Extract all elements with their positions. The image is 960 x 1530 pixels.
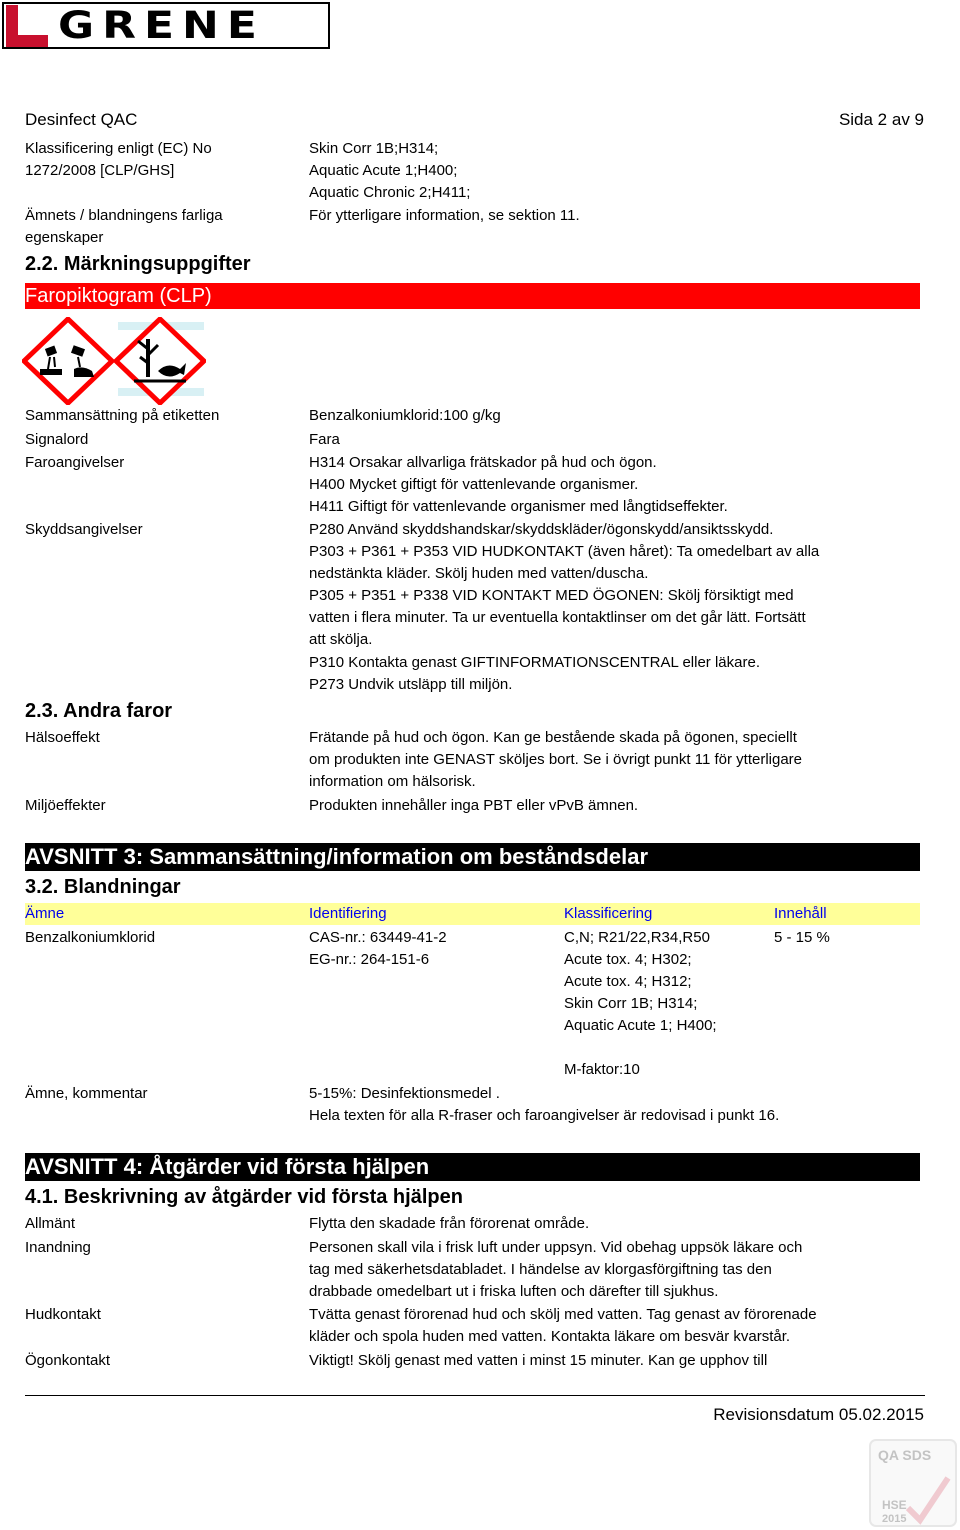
section-2-3-title: 2.3. Andra faror [25, 700, 173, 722]
skin-value: Tvätta genast förorenad hud och skölj med vatten. Tag genast av förorenade [309, 1306, 817, 1323]
section-4-bar: AVSNITT 4: Åtgärder vid första hjälpen [25, 1153, 920, 1181]
footer-divider [25, 1395, 925, 1396]
skin-label: Hudkontakt [25, 1306, 101, 1323]
col-header-classification: Klassificering [564, 905, 653, 922]
comment-value: Hela texten för alla R-fraser och faroangivelser är redovisad i punkt 16. [309, 1107, 780, 1124]
company-logo [2, 2, 330, 49]
corrosion-icon [22, 317, 114, 412]
composition-value: Benzalkoniumklorid:100 g/kg [309, 407, 501, 424]
classification-value-2: Aquatic Acute 1;H400; [309, 162, 458, 179]
col-header-content: Innehåll [774, 905, 827, 922]
env-value: Produkten innehåller inga PBT eller vPvB ämnen. [309, 797, 639, 814]
section-2-2-title: 2.2. Märkningsuppgifter [25, 253, 251, 275]
substance-content: 5 - 15 % [774, 929, 830, 946]
health-value: information om hälsorisk. [309, 773, 476, 790]
table-header [25, 903, 920, 925]
substance-class: C,N; R21/22,R34,R50 [564, 929, 710, 946]
m-factor: M-faktor:10 [564, 1061, 640, 1078]
col-header-substance: Ämne [25, 905, 65, 922]
eye-label: Ögonkontakt [25, 1352, 111, 1369]
substance-class: Acute tox. 4; H312; [564, 973, 692, 990]
signal-label: Signalord [25, 431, 89, 448]
precaution-statement: P273 Undvik utsläpp till miljön. [309, 676, 513, 693]
comment-label: Ämne, kommentar [25, 1085, 148, 1102]
general-value: Flytta den skadade från förorenat område. [309, 1215, 590, 1232]
logo-text: GRENE [58, 3, 265, 47]
hazards-value: För ytterligare information, se sektion 11. [309, 207, 580, 224]
hazards-label-1: Ämnets / blandningens farliga [25, 207, 223, 224]
substance-id: EG-nr.: 264-151-6 [309, 951, 430, 968]
pictogram-bar: Faropiktogram (CLP) [25, 283, 920, 309]
page-number: Sida 2 av 9 [838, 110, 924, 129]
classification-value-3: Aquatic Chronic 2;H411; [309, 184, 471, 201]
health-label: Hälsoeffekt [25, 729, 100, 746]
badge-year: 2015 [882, 1513, 907, 1525]
hazards-label-2: egenskaper [25, 229, 104, 246]
classification-label-2: 1272/2008 [CLP/GHS] [25, 162, 175, 179]
eye-value: Viktigt! Skölj genast med vatten i minst 15 minuter. Kan ge upphov till [309, 1352, 768, 1369]
environment-icon [114, 317, 206, 412]
precaution-statement: P310 Kontakta genast GIFTINFORMATIONSCENTRAL eller läkare. [309, 654, 760, 671]
inhalation-value: tag med säkerhetsdatabladet. I händelse av klorgasförgiftning tas den [309, 1261, 772, 1278]
precaution-label: Skyddsangivelser [25, 521, 143, 538]
classification-label-1: Klassificering enligt (EC) No [25, 140, 212, 157]
section-3-2-title: 3.2. Blandningar [25, 876, 181, 898]
skin-value: kläder och spola huden med vatten. Kontakta läkare om besvär kvarstår. [309, 1328, 791, 1345]
hazard-statements-label: Faroangivelser [25, 454, 125, 471]
hazard-statement: H400 Mycket giftigt för vattenlevande organismer. [309, 476, 639, 493]
section-3-bar: AVSNITT 3: Sammansättning/information om beståndsdelar [25, 843, 920, 871]
composition-label: Sammansättning på etiketten [25, 407, 220, 424]
health-value: Frätande på hud och ögon. Kan ge bestående skada på ögonen, speciellt [309, 729, 797, 746]
badge-title: QA SDS [878, 1447, 932, 1463]
qa-sds-badge [868, 1438, 958, 1528]
health-value: om produkten inte GENAST sköljes bort. Se i övrigt punkt 11 för ytterligare [309, 751, 803, 768]
precaution-statement: P303 + P361 + P353 VID HUDKONTAKT (även håret): Ta omedelbart av alla [309, 543, 820, 560]
precaution-statement: P305 + P351 + P338 VID KONTAKT MED ÖGONEN: Skölj försiktigt med [309, 587, 794, 604]
inhalation-value: drabbade omedelbart ut i friska luften och därefter till sjukhus. [309, 1283, 719, 1300]
hazard-statement: H314 Orsakar allvarliga frätskador på hud och ögon. [309, 454, 657, 471]
precaution-statement: vatten i flera minuter. Ta ur eventuella kontaktlinser om det går lätt. Fortsätt [309, 609, 806, 626]
substance-class: Acute tox. 4; H302; [564, 951, 692, 968]
precaution-statement: nedstänkta kläder. Skölj huden med vatten/duscha. [309, 565, 649, 582]
classification-value-1: Skin Corr 1B;H314; [309, 140, 439, 157]
inhalation-label: Inandning [25, 1239, 91, 1256]
substance-class: Aquatic Acute 1; H400; [564, 1017, 717, 1034]
substance-class: Skin Corr 1B; H314; [564, 995, 698, 1012]
general-label: Allmänt [25, 1215, 76, 1232]
badge-hse: HSE [882, 1498, 907, 1512]
env-label: Miljöeffekter [25, 797, 106, 814]
substance-name: Benzalkoniumklorid [25, 929, 156, 946]
product-name: Desinfect QAC [25, 110, 138, 129]
comment-value: 5-15%: Desinfektionsmedel . [309, 1085, 500, 1102]
precaution-statement: att skölja. [309, 631, 373, 648]
section-4-1-title: 4.1. Beskrivning av åtgärder vid första hjälpen [25, 1186, 463, 1208]
inhalation-value: Personen skall vila i frisk luft under uppsyn. Vid obehag uppsök läkare och [309, 1239, 803, 1256]
revision-date: Revisionsdatum 05.02.2015 [713, 1405, 924, 1424]
signal-value: Fara [309, 431, 340, 448]
logo-mark-icon [6, 5, 50, 47]
col-header-identification: Identifiering [309, 905, 387, 922]
substance-id: CAS-nr.: 63449-41-2 [309, 929, 447, 946]
hazard-statement: H411 Giftigt för vattenlevande organismer med långtidseffekter. [309, 498, 728, 515]
precaution-statement: P280 Använd skyddshandskar/skyddskläder/ögonskydd/ansiktsskydd. [309, 521, 774, 538]
